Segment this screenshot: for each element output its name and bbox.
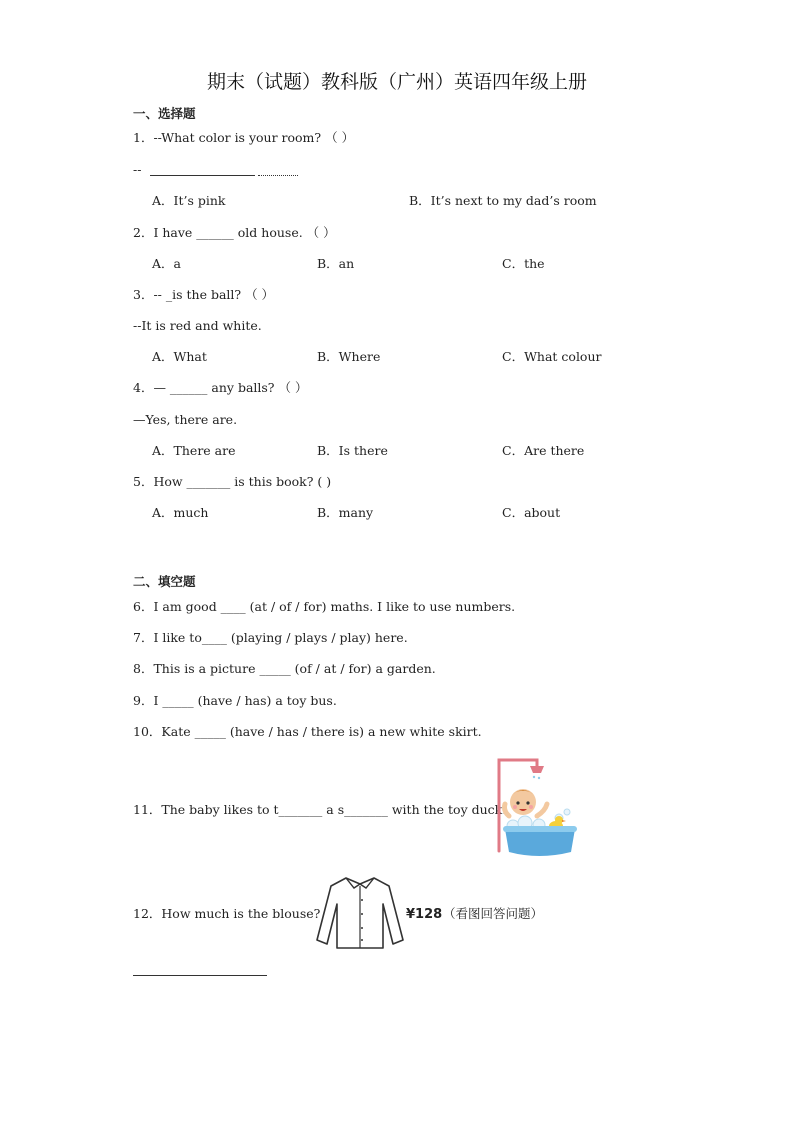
question-11: 11．The baby likes to t_______ a s_______ with the toy duck. bbox=[133, 802, 507, 817]
question-4-option-a: A．There are bbox=[152, 443, 236, 458]
question-3-reply: --It is red and white. bbox=[133, 318, 262, 333]
question-2-option-b: B．an bbox=[317, 256, 355, 271]
question-3-option-a: A．What bbox=[152, 349, 207, 364]
question-4-stem: 4．— ______ any balls? （ ） bbox=[133, 380, 308, 395]
answer-line-dotted bbox=[258, 175, 298, 176]
question-4-option-b: B．Is there bbox=[317, 443, 388, 458]
question-9: 9．I _____ (have / has) a toy bus. bbox=[133, 693, 337, 708]
question-5-option-a: A．much bbox=[152, 505, 209, 520]
question-6: 6．I am good ____ (at / of / for) maths. I like to use numbers. bbox=[133, 599, 516, 614]
baby-bath-picture bbox=[493, 756, 585, 862]
section-heading-choice: 一、选择题 bbox=[133, 106, 196, 121]
question-1-answer-prefix: -- bbox=[133, 162, 142, 177]
picture-note: （看图回答问题） bbox=[443, 906, 544, 921]
question-3-stem: 3．-- _is the ball? （ ） bbox=[133, 287, 275, 302]
question-4-option-c: C．Are there bbox=[502, 443, 585, 458]
question-3-option-b: B．Where bbox=[317, 349, 381, 364]
question-2-option-c: C．the bbox=[502, 256, 545, 271]
question-5-option-c: C．about bbox=[502, 505, 561, 520]
question-12: 12．How much is the blouse? bbox=[133, 906, 321, 921]
price-tag: ¥128 bbox=[406, 907, 443, 922]
question-5-stem: 5．How _______ is this book? ( ) bbox=[133, 474, 332, 489]
section-heading-fill-blank: 二、填空题 bbox=[133, 574, 196, 589]
question-7: 7．I like to____ (playing / plays / play) here. bbox=[133, 630, 408, 645]
question-4-reply: —Yes, there are. bbox=[133, 412, 238, 427]
question-1-option-a: A．It’s pink bbox=[152, 193, 226, 208]
question-1-option-b: B．It’s next to my dad’s room bbox=[409, 193, 597, 208]
blouse-picture bbox=[313, 874, 407, 952]
question-10: 10．Kate _____ (have / has / there is) a new white skirt. bbox=[133, 724, 482, 739]
answer-line bbox=[150, 175, 255, 176]
question-8: 8．This is a picture _____ (of / at / for) a garden. bbox=[133, 661, 436, 676]
question-1-stem: 1．--What color is your room? （ ） bbox=[133, 130, 355, 145]
question-3-option-c: C．What colour bbox=[502, 349, 602, 364]
page-title: 期末（试题）教科版（广州）英语四年级上册 bbox=[206, 71, 587, 93]
answer-line bbox=[133, 975, 267, 976]
question-2-option-a: A．a bbox=[152, 256, 181, 271]
question-5-option-b: B．many bbox=[317, 505, 374, 520]
question-2-stem: 2．I have ______ old house. （ ） bbox=[133, 225, 336, 240]
